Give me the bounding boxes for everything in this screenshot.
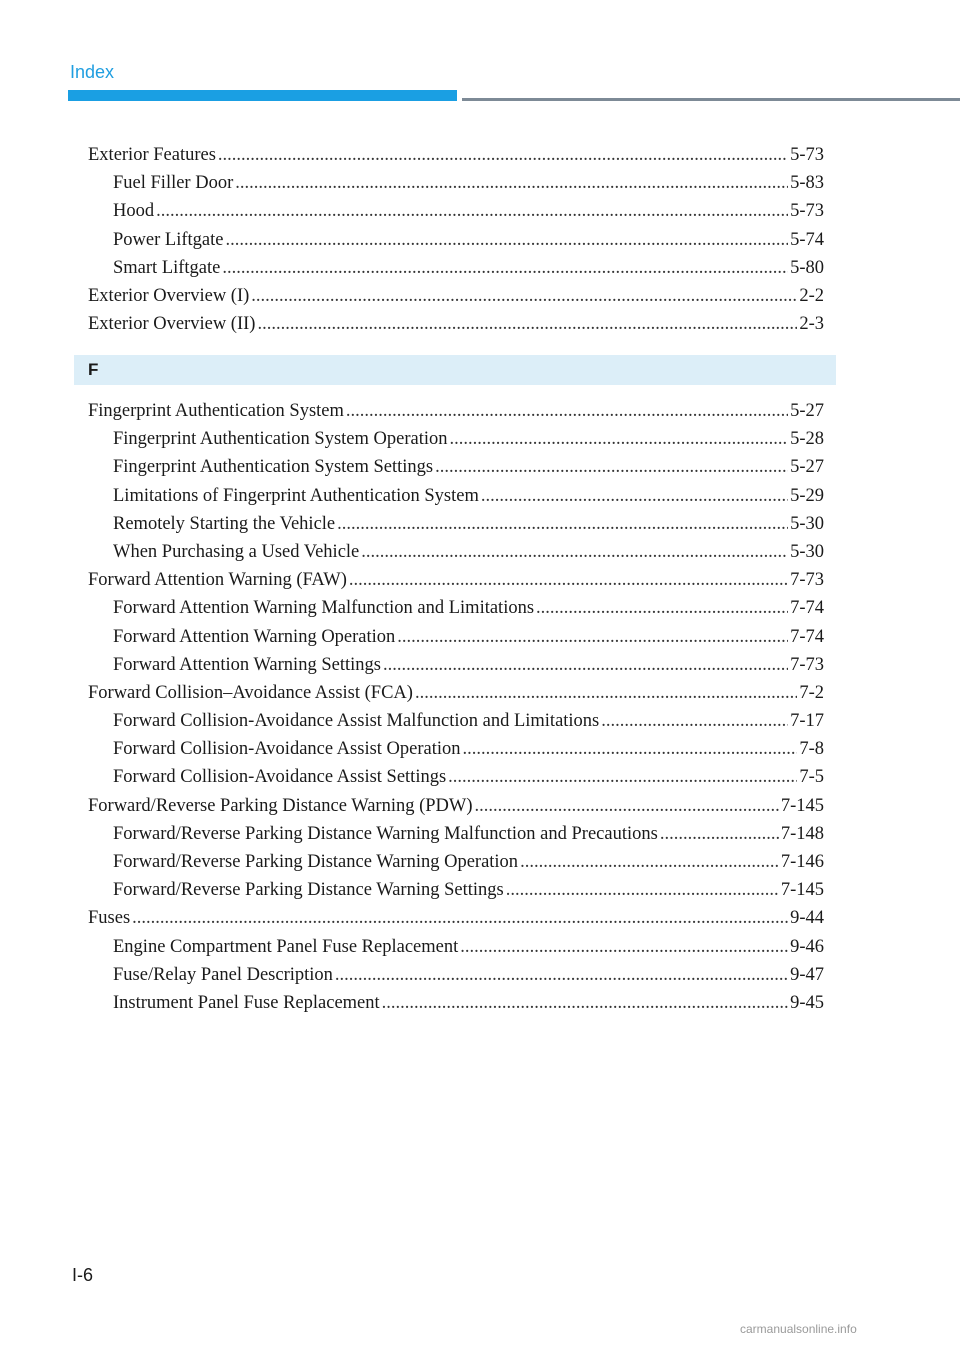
- entry-page: 7-5: [799, 767, 824, 788]
- index-subentry: [88, 989, 824, 1017]
- entry-page: 5-83: [790, 173, 824, 194]
- entry-page: 7-73: [790, 570, 824, 591]
- entry-title: Forward Attention Warning Settings: [113, 654, 381, 675]
- entry-title: Fuse/Relay Panel Description: [113, 964, 333, 985]
- entry-page: 5-80: [790, 257, 824, 278]
- index-entry: [88, 282, 824, 310]
- index-subentry: [88, 707, 824, 735]
- entry-title: When Purchasing a Used Vehicle: [113, 541, 360, 562]
- leader-dots: [225, 226, 788, 254]
- entry-title: Forward Collision-Avoidance Assist Malfunction and Limitations: [113, 711, 600, 732]
- index-entry: [88, 397, 824, 425]
- index-subentry: [88, 482, 824, 510]
- entry-title: Forward/Reverse Parking Distance Warning Malfunction and Precautions: [113, 823, 658, 844]
- entry-title: Forward/Reverse Parking Distance Warning (PDW): [88, 795, 473, 816]
- entry-title: Fuel Filler Door: [113, 173, 234, 194]
- entry-page: 7-17: [790, 711, 824, 732]
- leader-dots: [463, 735, 798, 763]
- section-letter-f: F: [74, 355, 836, 385]
- index-subentry: [88, 876, 824, 904]
- entry-page: 7-74: [790, 598, 824, 619]
- entry-title: Exterior Overview (II): [88, 314, 256, 335]
- leader-dots: [222, 254, 788, 282]
- index-entry: [88, 904, 824, 932]
- entry-page: 9-46: [790, 936, 824, 957]
- entry-title: Forward Collision-Avoidance Assist Settings: [113, 767, 447, 788]
- entry-page: 9-44: [790, 908, 824, 929]
- index-subentry: [88, 961, 824, 989]
- leader-dots: [132, 904, 788, 932]
- index-subentry: [88, 763, 824, 791]
- entry-page: 5-73: [790, 145, 824, 165]
- entry-title: Fingerprint Authentication System Settings: [113, 457, 434, 478]
- leader-dots: [156, 197, 788, 225]
- entry-title: Forward Collision-Avoidance Assist Operation: [113, 739, 461, 760]
- index-subentry: [88, 226, 824, 254]
- leader-dots: [349, 566, 788, 594]
- leader-dots: [415, 679, 797, 707]
- entry-title: Forward Attention Warning (FAW): [88, 570, 347, 591]
- entry-title: Exterior Features: [88, 145, 216, 165]
- leader-dots: [397, 623, 788, 651]
- leader-dots: [601, 707, 788, 735]
- header-rule-gray: [462, 98, 960, 101]
- leader-dots: [520, 848, 779, 876]
- entry-page: 7-74: [790, 626, 824, 647]
- entry-page: 2-3: [799, 314, 824, 335]
- leader-dots: [335, 961, 788, 989]
- entry-page: 5-28: [790, 429, 824, 450]
- entry-title: Forward/Reverse Parking Distance Warning Settings: [113, 880, 504, 901]
- index-subentry: [88, 197, 824, 225]
- index-subentry: [88, 820, 824, 848]
- entry-page: 7-2: [799, 682, 824, 703]
- index-list-exterior: [88, 141, 824, 338]
- leader-dots: [361, 538, 788, 566]
- entry-title: Engine Compartment Panel Fuse Replacement: [113, 936, 459, 957]
- index-entry: [88, 792, 824, 820]
- index-subentry: [88, 735, 824, 763]
- watermark: carmanualsonline.info: [740, 1322, 857, 1336]
- index-list-f: [88, 397, 824, 1017]
- header-rule-blue: [68, 90, 457, 101]
- entry-title: Forward/Reverse Parking Distance Warning Operation: [113, 852, 519, 872]
- entry-page: 7-8: [799, 739, 824, 760]
- leader-dots: [475, 792, 779, 820]
- leader-dots: [337, 510, 788, 538]
- entry-page: 2-2: [799, 285, 824, 306]
- index-subentry: [88, 623, 824, 651]
- entry-title: Fuses: [88, 908, 131, 929]
- entry-page: 5-27: [790, 457, 824, 478]
- leader-dots: [435, 453, 788, 481]
- header-title: Index: [70, 62, 115, 82]
- index-subentry: [88, 453, 824, 481]
- entry-page: 5-30: [790, 513, 824, 534]
- entry-title: Remotely Starting the Vehicle: [113, 513, 336, 534]
- leader-dots: [506, 876, 779, 904]
- leader-dots: [460, 933, 788, 961]
- entry-page: 7-146: [780, 852, 824, 872]
- index-entry: [88, 310, 824, 338]
- leader-dots: [257, 310, 797, 338]
- entry-page: 5-73: [790, 201, 824, 222]
- entry-title: Power Liftgate: [113, 229, 224, 250]
- entry-title: Smart Liftgate: [113, 257, 221, 278]
- entry-page: 5-30: [790, 541, 824, 562]
- leader-dots: [346, 397, 788, 425]
- entry-title: Forward Collision–Avoidance Assist (FCA): [88, 682, 413, 703]
- index-subentry: [88, 169, 824, 197]
- index-entry: [88, 141, 824, 169]
- entry-title: Exterior Overview (I): [88, 285, 250, 306]
- leader-dots: [481, 482, 788, 510]
- entry-title: Fingerprint Authentication System: [88, 401, 344, 421]
- index-subentry: [88, 651, 824, 679]
- index-subentry: [88, 510, 824, 538]
- entry-title: Fingerprint Authentication System Operation: [113, 429, 448, 450]
- leader-dots: [383, 651, 788, 679]
- index-subentry: [88, 425, 824, 453]
- leader-dots: [218, 141, 788, 169]
- entry-title: Instrument Panel Fuse Replacement: [113, 992, 380, 1013]
- leader-dots: [660, 820, 779, 848]
- index-subentry: [88, 538, 824, 566]
- leader-dots: [251, 282, 797, 310]
- entry-title: Hood: [113, 201, 155, 222]
- entry-page: 7-145: [780, 795, 824, 816]
- leader-dots: [235, 169, 788, 197]
- entry-page: 5-74: [790, 229, 824, 250]
- index-entry: [88, 679, 824, 707]
- entry-page: 7-145: [780, 880, 824, 901]
- entry-title: Forward Attention Warning Operation: [113, 626, 396, 647]
- index-subentry: [88, 254, 824, 282]
- leader-dots: [448, 763, 797, 791]
- index-subentry: [88, 594, 824, 622]
- index-entry: [88, 566, 824, 594]
- index-subentry: [88, 848, 824, 876]
- entry-page: 5-29: [790, 485, 824, 506]
- entry-page: 9-47: [790, 964, 824, 985]
- leader-dots: [450, 425, 789, 453]
- leader-dots: [382, 989, 788, 1017]
- entry-page: 7-73: [790, 654, 824, 675]
- entry-page: 7-148: [780, 823, 824, 844]
- entry-page: 5-27: [790, 401, 824, 421]
- index-subentry: [88, 933, 824, 961]
- entry-title: Forward Attention Warning Malfunction and Limitations: [113, 598, 535, 619]
- entry-title: Limitations of Fingerprint Authentication System: [113, 485, 479, 506]
- entry-page: 9-45: [790, 992, 824, 1013]
- page-number: I-6: [72, 1265, 94, 1285]
- leader-dots: [536, 594, 788, 622]
